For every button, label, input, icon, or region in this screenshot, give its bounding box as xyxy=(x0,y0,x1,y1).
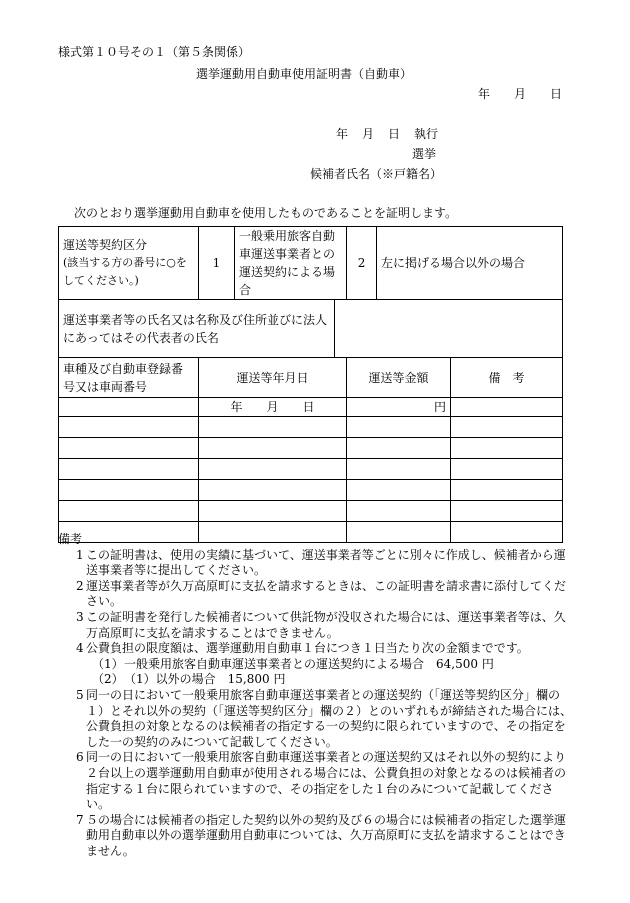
contract-type-cell xyxy=(59,227,199,300)
election-held-label: 執行 xyxy=(414,127,439,141)
note-item xyxy=(58,750,573,812)
election-day-label: 日 xyxy=(388,127,401,141)
note-text: 運送事業者等が久万高原町に支払を請求するときは、この証明書を請求書に添付してください。 xyxy=(86,578,567,609)
amount-cell[interactable] xyxy=(347,459,451,480)
vehicle-cell[interactable] xyxy=(59,398,199,417)
table-row xyxy=(59,480,563,501)
note-number: 3 xyxy=(76,609,84,624)
candidate-name-label: 候補者氏名（※戸籍名） xyxy=(310,167,443,181)
table-row xyxy=(59,438,563,459)
note-sub-item xyxy=(58,657,573,673)
date-cell[interactable] xyxy=(199,501,347,522)
col-remarks-header: 備 考 xyxy=(451,358,563,398)
note-sub-amount: 15,800 円 xyxy=(227,672,286,687)
date-cell[interactable] xyxy=(199,480,347,501)
date-cell[interactable] xyxy=(199,398,347,417)
option-2-text: 左に掲げる場合以外の場合 xyxy=(377,227,563,300)
remarks-cell[interactable] xyxy=(451,480,563,501)
note-item xyxy=(58,688,573,750)
date-cell[interactable] xyxy=(199,417,347,438)
note-sub-number: （1） xyxy=(92,656,124,671)
issue-year-label: 年 xyxy=(478,87,491,101)
issue-day-label: 日 xyxy=(550,87,563,101)
table-row xyxy=(59,459,563,480)
remarks-cell[interactable] xyxy=(451,501,563,522)
note-item xyxy=(58,610,573,641)
contract-type-row xyxy=(59,227,563,300)
note-item xyxy=(58,579,573,610)
election-month-label: 月 xyxy=(362,127,375,141)
note-sub-text: （1）以外の場合 xyxy=(124,672,216,687)
note-item xyxy=(58,813,573,860)
note-text: この証明書を発行した候補者について供託物が没収された場合には、運送事業者等は、久万高原町に支払を請求することはできません。 xyxy=(86,609,566,640)
contract-type-label: 運送等契約区分 xyxy=(63,238,148,252)
note-number: 1 xyxy=(76,547,84,562)
option-1-text: 一般乗用旅客自動車運送事業者との運送契約による場合 xyxy=(235,227,347,300)
amount-cell[interactable] xyxy=(347,398,451,417)
remarks-cell[interactable] xyxy=(451,398,563,417)
notes-section xyxy=(58,532,573,859)
note-number: 6 xyxy=(76,750,84,765)
remarks-cell[interactable] xyxy=(451,438,563,459)
date-month-label: 月 xyxy=(266,400,279,414)
remarks-cell[interactable] xyxy=(451,417,563,438)
note-number: 5 xyxy=(76,687,84,702)
election-name-label: 選挙 xyxy=(412,147,437,161)
notes-heading: 備考 xyxy=(58,532,83,546)
date-cell[interactable] xyxy=(199,438,347,459)
col-vehicle-header: 車種及び自動車登録番号又は車両番号 xyxy=(59,358,199,398)
column-header-row xyxy=(59,358,563,398)
vehicle-cell[interactable] xyxy=(59,459,199,480)
note-text: 公費負担の限度額は、選挙運動用自動車１台につき１日当たり次の金額までです。 xyxy=(86,641,529,656)
amount-cell[interactable] xyxy=(347,480,451,501)
note-sub-item xyxy=(58,672,573,688)
vehicle-cell[interactable] xyxy=(59,417,199,438)
yen-label: 円 xyxy=(434,400,447,414)
amount-cell[interactable] xyxy=(347,438,451,459)
issue-date xyxy=(478,86,562,102)
note-number: 7 xyxy=(76,812,84,827)
note-text: 同一の日において一般乗用旅客自動車運送事業者との運送契約（「運送等契約区分」欄の１）とそれ以外の契約（「運送等契約区分」欄の２）とのいずれもが締結された場合には、公費負担の対象となるのは候補者の指定する一の契約に限られていますので、その指定をした一の契約のみについて記載してください。 xyxy=(86,687,573,749)
col-amount-header: 運送等金額 xyxy=(347,358,451,398)
contract-type-note: (該当する方の番号に○をしてください。) xyxy=(63,256,187,287)
note-item xyxy=(58,641,573,657)
vehicle-cell[interactable] xyxy=(59,501,199,522)
table-row xyxy=(59,501,563,522)
note-sub-number: （2） xyxy=(92,672,124,687)
note-text: ５の場合には候補者の指定した契約以外の契約及び６の場合には候補者の指定した選挙運動用自動車以外の選挙運動用自動車については、久万高原町に支払を請求することはできません。 xyxy=(86,812,567,858)
election-year-label: 年 xyxy=(336,127,349,141)
table-row xyxy=(59,417,563,438)
vehicle-usage-table xyxy=(58,226,563,543)
operator-label: 運送事業者等の氏名又は名称及び住所並びに法人にあってはその代表者の氏名 xyxy=(59,300,335,358)
option-2-number[interactable]: 2 xyxy=(347,227,377,300)
note-item xyxy=(58,548,573,579)
amount-cell[interactable] xyxy=(347,501,451,522)
vehicle-cell[interactable] xyxy=(59,480,199,501)
date-cell[interactable] xyxy=(199,459,347,480)
option-1-number[interactable]: 1 xyxy=(199,227,235,300)
table-row xyxy=(59,398,563,417)
issue-month-label: 月 xyxy=(514,87,527,101)
note-number: 4 xyxy=(76,641,84,656)
date-year-label: 年 xyxy=(230,400,243,414)
note-text: 同一の日において一般乗用旅客自動車運送事業者との運送契約又はそれ以外の契約により２台以上の選挙運動用自動車が使用される場合には、公費負担の対象となるのは候補者の指定する１台に限られていますので、その指定をした１台のみについて記載してください。 xyxy=(86,750,567,812)
note-text: この証明書は、使用の実績に基づいて、運送事業者等ごとに別々に作成し、候補者から運送事業者等に提出してください。 xyxy=(86,547,566,578)
form-number: 様式第１０号その１（第５条関係） xyxy=(58,45,251,59)
operator-row xyxy=(59,300,563,358)
remarks-cell[interactable] xyxy=(451,459,563,480)
amount-cell[interactable] xyxy=(347,417,451,438)
note-number: 2 xyxy=(76,578,84,593)
operator-value[interactable] xyxy=(335,300,563,358)
intro-statement: 次のとおり選挙運動用自動車を使用したものであることを証明します。 xyxy=(74,206,458,220)
col-date-header: 運送等年月日 xyxy=(199,358,347,398)
page-title: 選挙運動用自動車使用証明書（自動車） xyxy=(196,67,413,81)
date-day-label: 日 xyxy=(302,400,315,414)
note-sub-amount: 64,500 円 xyxy=(436,656,494,671)
note-sub-text: 一般乗用旅客自動車運送事業者との運送契約による場合 xyxy=(124,656,425,671)
vehicle-cell[interactable] xyxy=(59,438,199,459)
election-date xyxy=(336,126,438,142)
